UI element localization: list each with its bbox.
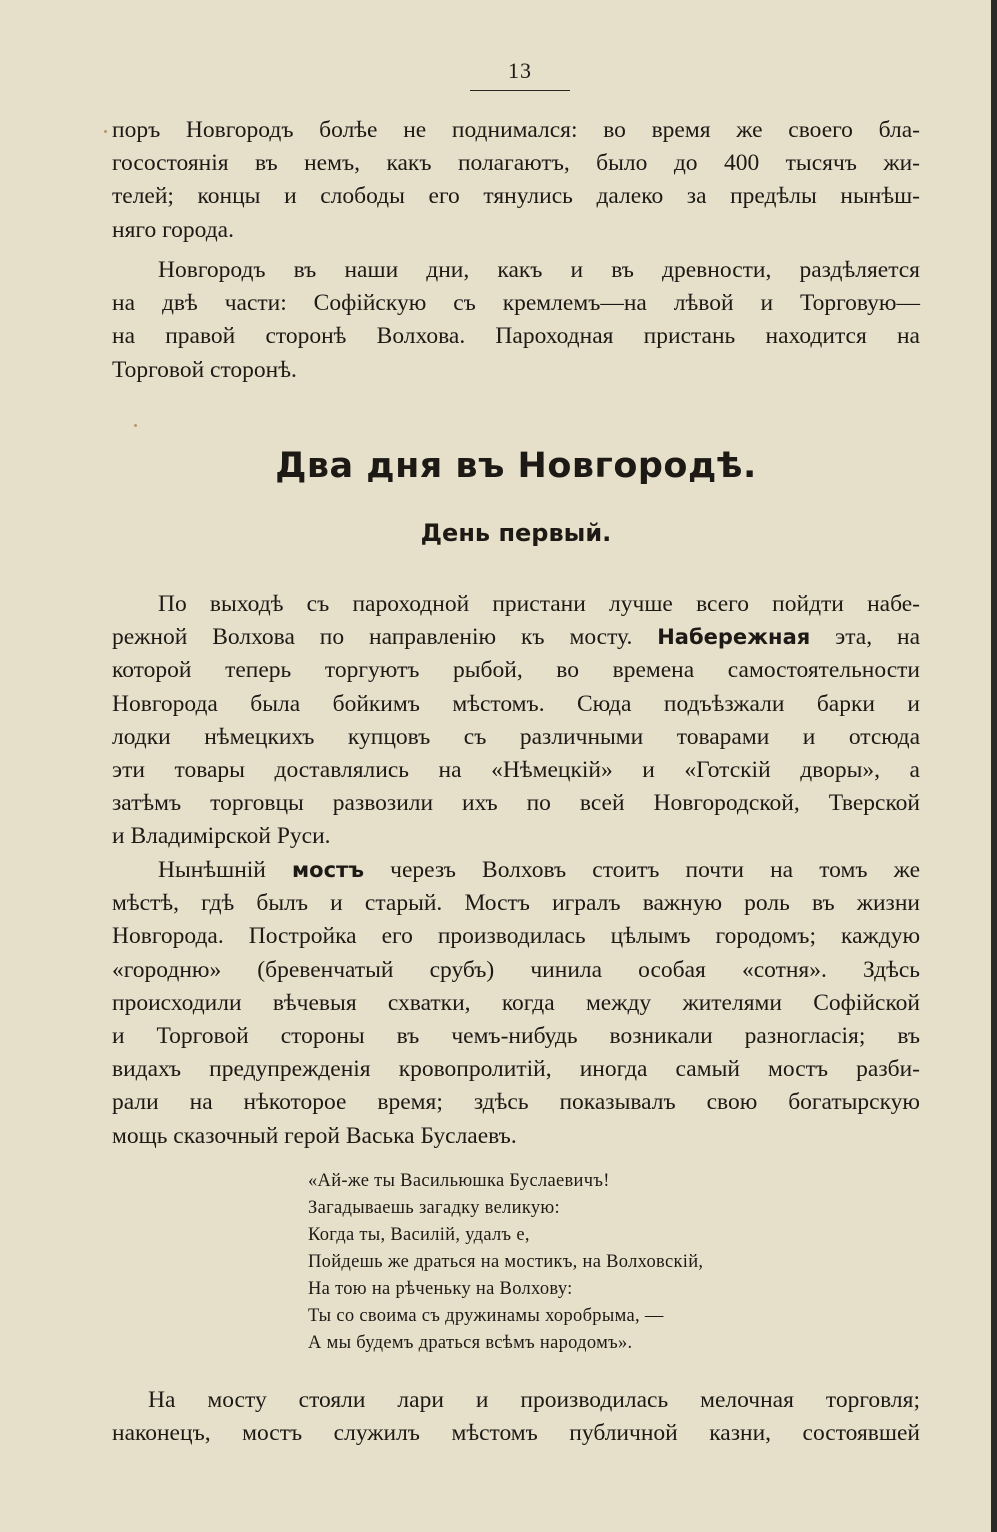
bold-term-embankment: Набережная: [657, 625, 811, 650]
verse-line: Загадываешь загадку великую:: [308, 1198, 560, 1218]
text-line: рали на нѣкоторое время; здѣсь показывалъ свою богатырскую: [112, 1089, 920, 1116]
text-line: По выходѣ съ пароходной пристани лучше всего пойдти набе-: [158, 591, 920, 617]
text-line: телей; концы и слободы его тянулись далеко за предѣлы нынѣш-: [112, 183, 920, 210]
text-line: [112, 621, 920, 654]
text-line: «городню» (бревенчатый срубъ) чинила особая «сотня». Здѣсь: [112, 956, 920, 983]
text-line: Торговой сторонѣ.: [112, 356, 297, 383]
text-line: которой теперь торгуютъ рыбой, во времена самостоятельности: [112, 657, 920, 684]
text-line: госостоянія въ немъ, какъ полагаютъ, было до 400 тысячъ жи-: [112, 150, 920, 177]
verse-line: Ты со своима съ дружинамы хоробрыма, —: [308, 1306, 664, 1326]
text-line: [112, 854, 920, 887]
bridge-paragraph: [112, 854, 920, 1153]
section-title: День первый.: [420, 519, 612, 547]
text-line: лодки нѣмецкихъ купцовъ съ различными товарами и отсюда: [112, 723, 920, 750]
text-line: затѣмъ торговцы развозили ихъ по всей Новгородской, Тверской: [112, 790, 920, 817]
text-line: происходили вѣчевыя схватки, когда между жителями Софійской: [112, 989, 920, 1016]
verse-line: На тою на рѣченьку на Волхову:: [308, 1279, 573, 1299]
text-line: и Владимірской Руси.: [112, 823, 331, 850]
text-line: Новгородъ въ наши дни, какъ и въ древности, раздѣляется: [158, 257, 920, 283]
embankment-paragraph: [112, 588, 920, 854]
text-run: черезъ Волховъ стоитъ почти на томъ же: [364, 857, 921, 883]
text-run: режной Волхова по направленію къ мосту.: [112, 624, 658, 651]
text-line: Новгорода. Постройка его производилась цѣлымъ городомъ; каждую: [112, 923, 920, 950]
sides-paragraph: [112, 254, 920, 387]
text-line: на правой сторонѣ Волхова. Пароходная пристань находится на: [112, 323, 920, 350]
text-line: мѣстѣ, гдѣ былъ и старый. Мостъ игралъ важную роль въ жизни: [112, 890, 920, 917]
bold-term-bridge: мостъ: [292, 858, 365, 882]
text-line: на двѣ части: Софійскую съ кремлемъ—на лѣвой и Торговую—: [112, 290, 920, 317]
text-run: Нынѣшній: [158, 857, 293, 883]
verse-line: «Ай-же ты Васильюшка Буслаевичъ!: [308, 1171, 610, 1191]
verse-line: Пойдешь же драться на мостикъ, на Волховскій,: [308, 1252, 704, 1272]
trade-paragraph: [112, 1384, 920, 1450]
text-run: эта, на: [810, 624, 920, 651]
text-line: няго города.: [112, 216, 234, 243]
verse-line: А мы будемъ драться всѣмъ народомъ».: [308, 1333, 633, 1353]
print-speck: [134, 424, 137, 427]
print-speck: [104, 130, 107, 133]
text-line: На мосту стояли лари и производилась мелочная торговля;: [148, 1387, 920, 1413]
page-number: 13: [508, 58, 532, 83]
page-number-rule: [470, 90, 570, 91]
verse-line: Когда ты, Василій, удалъ е,: [308, 1225, 530, 1245]
text-line: наконецъ, мостъ служилъ мѣстомъ публичной казни, состоявшей: [112, 1420, 920, 1447]
text-line: эти товары доставлялись на «Нѣмецкій» и «Готскій дворы», а: [112, 757, 920, 784]
chapter-title: Два дня въ Новгородѣ.: [275, 446, 757, 486]
text-line: Новгорода была бойкимъ мѣстомъ. Сюда подъѣзжали барки и: [112, 690, 920, 717]
intro-paragraph: [112, 114, 920, 247]
text-line: поръ Новгородъ болѣе не поднимался: во время же своего бла-: [112, 117, 920, 143]
text-line: и Торговой стороны въ чемъ-нибудь возникали разногласія; въ: [112, 1023, 920, 1050]
text-line: мощь сказочный герой Васька Буслаевъ.: [112, 1122, 517, 1149]
verse-quote: [308, 1168, 828, 1357]
text-line: видахъ предупрежденія кровопролитій, иногда самый мостъ разби-: [112, 1056, 920, 1083]
